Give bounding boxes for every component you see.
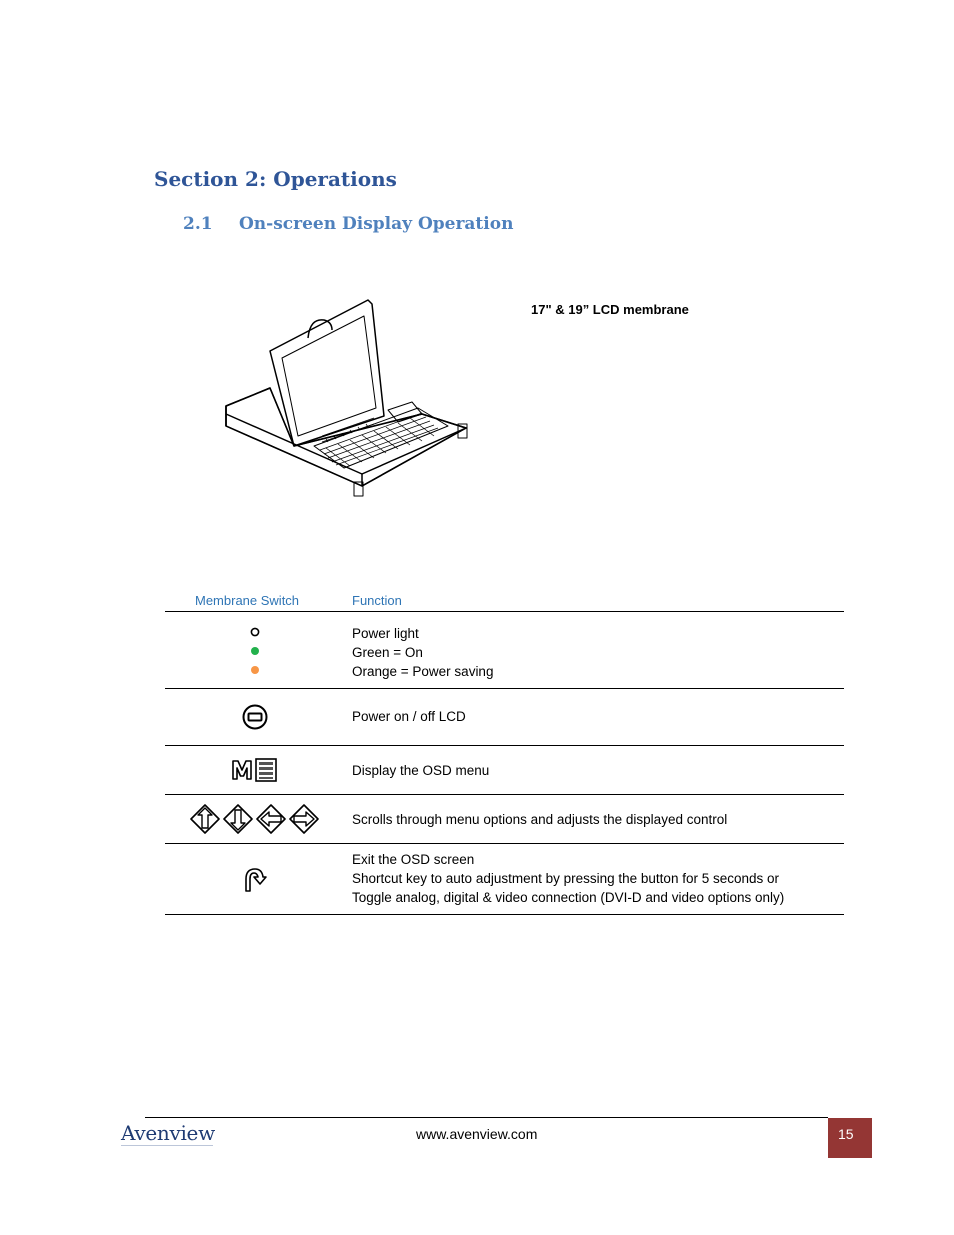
led-off-icon bbox=[251, 628, 258, 635]
header-function: Function bbox=[352, 593, 402, 608]
function-line: Green = On bbox=[352, 645, 423, 660]
figure-caption: 17" & 19” LCD membrane bbox=[531, 302, 689, 317]
function-line: Scrolls through menu options and adjusts the displayed control bbox=[352, 812, 728, 827]
row-function-text bbox=[352, 850, 784, 907]
down-arrow-icon bbox=[224, 805, 252, 833]
footer-divider bbox=[145, 1117, 828, 1118]
row-function-text bbox=[352, 624, 493, 681]
function-line: Toggle analog, digital & video connection (DVI-D and video options only) bbox=[352, 890, 785, 905]
lcd-drawer-illustration bbox=[222, 296, 472, 506]
function-line: Display the OSD menu bbox=[352, 763, 490, 778]
footer-url: www.avenview.com bbox=[416, 1126, 538, 1142]
function-line: Power light bbox=[352, 626, 419, 641]
menu-m-icon bbox=[165, 746, 345, 794]
row-function-text bbox=[352, 761, 489, 780]
subsection-title: On-screen Display Operation bbox=[239, 214, 514, 234]
function-line: Orange = Power saving bbox=[352, 664, 494, 679]
function-line: Power on / off LCD bbox=[352, 709, 466, 724]
membrane-switch-table bbox=[165, 591, 844, 915]
subsection-number: 2.1 bbox=[183, 214, 213, 234]
avenview-logo: Avenview bbox=[121, 1121, 215, 1145]
table-row bbox=[165, 689, 844, 746]
function-line: Shortcut key to auto adjustment by pressing the button for 5 seconds or bbox=[352, 871, 779, 886]
up-arrow-icon bbox=[191, 805, 219, 833]
table-row bbox=[165, 844, 844, 915]
table-row bbox=[165, 746, 844, 795]
table-row bbox=[165, 795, 844, 844]
arrow-keys-icon bbox=[165, 795, 345, 843]
power-button-icon bbox=[165, 689, 345, 745]
power-light-led-icons bbox=[165, 612, 345, 688]
function-line: Exit the OSD screen bbox=[352, 852, 475, 867]
header-membrane-switch: Membrane Switch bbox=[195, 593, 300, 608]
row-function-text bbox=[352, 707, 466, 726]
table-row bbox=[165, 612, 844, 689]
section-title: Section 2: Operations bbox=[154, 167, 397, 191]
led-green-icon bbox=[251, 647, 259, 655]
row-function-text bbox=[352, 810, 727, 829]
exit-return-arrow-icon bbox=[165, 844, 345, 914]
led-orange-icon bbox=[251, 666, 259, 674]
page-number-box bbox=[828, 1118, 872, 1158]
table-header bbox=[165, 591, 844, 612]
subsection-heading bbox=[183, 214, 513, 234]
logo-underline bbox=[121, 1145, 213, 1146]
page-number: 15 bbox=[838, 1126, 854, 1142]
